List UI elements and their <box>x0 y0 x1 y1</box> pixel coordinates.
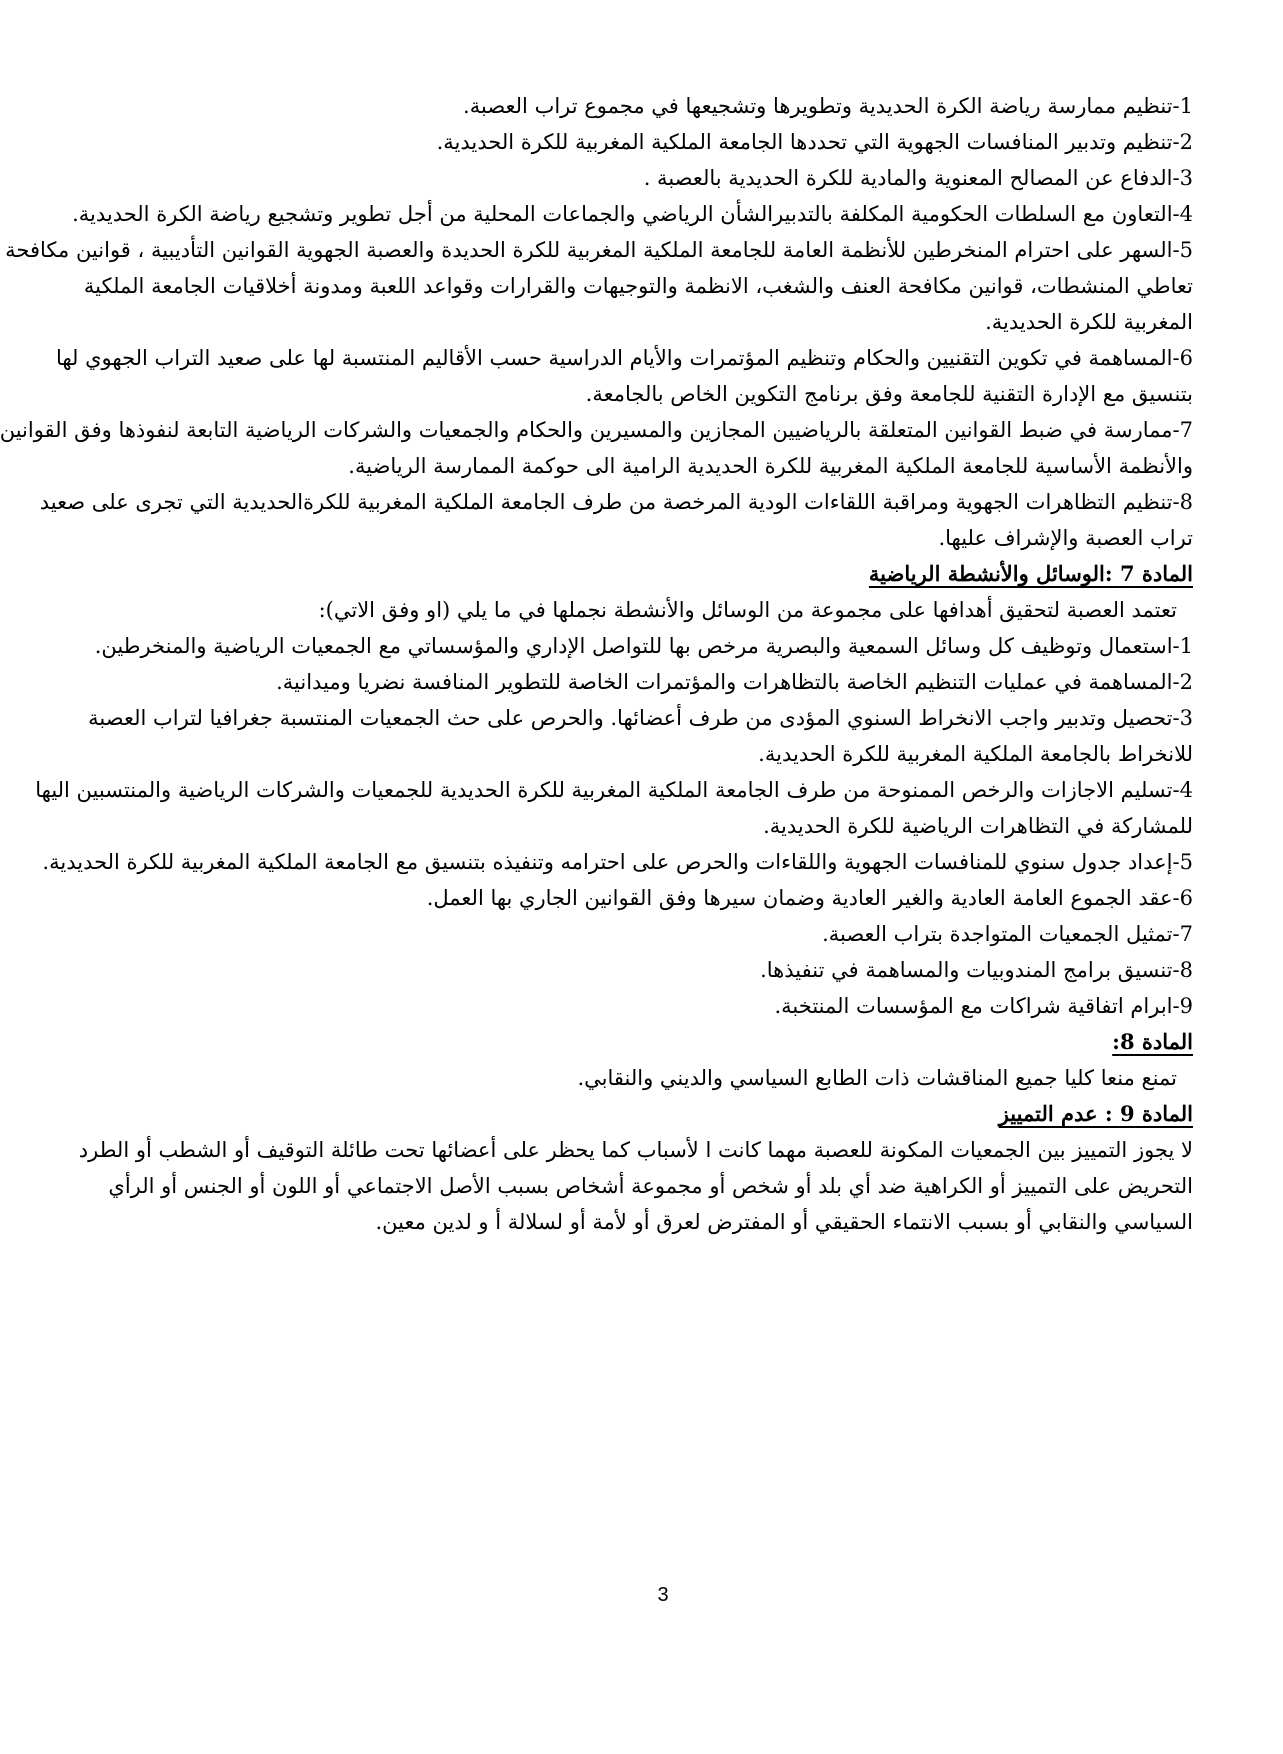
article7-item-5: 5-إعداد جدول سنوي للمنافسات الجهوية واللقاءات والحرص على احترامه وتنفيذه بتنسيق مع الجامعة الملكية المغربية للكرة الحديدية. <box>42 850 1193 874</box>
article7-heading <box>161 556 1193 592</box>
article6-item-7-line-2: والأنظمة الأساسية للجامعة الملكية المغربية للكرة الحديدية الرامية الى حوكمة الممارسة الرياضية. <box>348 454 1193 478</box>
article9-heading-text: المادة 9 : عدم التمييز <box>998 1101 1193 1126</box>
article6-item-5-line-2: تعاطي المنشطات، قوانين مكافحة العنف والشغب، الانظمة والتوجيهات والقرارات وقواعد اللعبة ومدونة أخلاقيات الجامعة الملكية <box>83 274 1193 298</box>
article7-list <box>35 628 1193 1024</box>
article7-heading-text: المادة 7 :الوسائل والأنشطة الرياضية <box>868 561 1193 586</box>
article7-intro: تعتمد العصبة لتحقيق أهدافها على مجموعة من الوسائل والأنشطة نجملها في ما يلي (او وفق الاتي): <box>318 598 1177 622</box>
article8-text: تمنع منعا كليا جميع المناقشات ذات الطابع السياسي والديني والنقابي. <box>577 1066 1177 1090</box>
article9-line-2: التحريض على التمييز أو الكراهية ضد أي بلد أو شخص أو مجموعة أشخاص بسبب الأصل الاجتماعي أو اللون أو الجنس أو الرأي <box>108 1174 1193 1198</box>
article6-item-2: 2-تنظيم وتدبير المنافسات الجهوية التي تحددها الجامعة الملكية المغربية للكرة الحديدية. <box>436 130 1193 154</box>
page-number: 3 <box>657 1584 669 1606</box>
article7-item-1: 1-استعمال وتوظيف كل وسائل السمعية والبصرية مرخص بها للتواصل الإداري والمؤسساتي مع الجمعيات الرياضية والمنخرطين. <box>94 634 1193 658</box>
article6-item-3: 3-الدفاع عن المصالح المعنوية والمادية للكرة الحديدية بالعصبة . <box>643 166 1193 190</box>
article7-item-7: 7-تمثيل الجمعيات المتواجدة بتراب العصبة. <box>822 922 1193 946</box>
article7-item-4-line-2: للمشاركة في التظاهرات الرياضية للكرة الحديدية. <box>763 814 1193 838</box>
article7-item-9: 9-ابرام اتفاقية شراكات مع المؤسسات المنتخبة. <box>774 994 1193 1018</box>
article7-item-2: 2-المساهمة في عمليات التنظيم الخاصة بالتظاهرات والمؤتمرات الخاصة للتطوير المنافسة نضريا وميدانية. <box>276 670 1193 694</box>
article6-item-1: 1-تنظيم ممارسة رياضة الكرة الحديدية وتطويرها وتشجيعها في مجموع تراب العصبة. <box>463 94 1193 118</box>
article7-item-6: 6-عقد الجموع العامة العادية والغير العادية وضمان سيرها وفق القوانين الجاري بها العمل. <box>426 886 1193 910</box>
article9-line-1: لا يجوز التمييز بين الجمعيات المكونة للعصبة مهما كانت ا لأسباب كما يحظر على أعضائها تحت طائلة التوقيف أو الشطب أو الطرد <box>78 1138 1193 1162</box>
article9-paragraph <box>78 1132 1193 1240</box>
article6-item-5-line-1: 5-السهر على احترام المنخرطين للأنظمة العامة للجامعة الملكية المغربية للكرة الحديدة والعصبة الجهوية القوانين التأديبية ، قوانين مكافحة <box>5 238 1193 262</box>
article6-item-5-line-3: المغربية للكرة الحديدية. <box>985 310 1193 334</box>
article8-heading <box>161 1024 1193 1060</box>
article6-item-8-line-1: 8-تنظيم التظاهرات الجهوية ومراقبة اللقاءات الودية المرخصة من طرف الجامعة الملكية المغربية للكرةالحديدية التي تجرى على صعيد <box>39 490 1193 514</box>
article6-item-7-line-1: 7-ممارسة في ضبط القوانين المتعلقة بالرياضيين المجازين والمسيرين والحكام والجمعيات والشركات الرياضية التابعة لنفوذها وفق القوانين <box>0 418 1193 442</box>
article6-item-6-line-2: بتنسيق مع الإدارة التقنية للجامعة وفق برنامج التكوين الخاص بالجامعة. <box>585 382 1193 406</box>
article6-item-4: 4-التعاون مع السلطات الحكومية المكلفة بالتدبيرالشأن الرياضي والجماعات المحلية من أجل تطوير وتشجيع رياضة الكرة الحديدية. <box>72 202 1193 226</box>
article7-item-3-line-2: للانخراط بالجامعة الملكية المغربية للكرة الحديدية. <box>758 742 1193 766</box>
article7-item-4-line-1: 4-تسليم الاجازات والرخص الممنوحة من طرف الجامعة الملكية المغربية للكرة الحديدية للجمعيات والشركات الرياضية والمنتسبين اليها <box>35 778 1193 802</box>
article6-list <box>0 88 1193 556</box>
article6-item-8-line-2: تراب العصبة والإشراف عليها. <box>938 526 1193 550</box>
article6-item-6-line-1: 6-المساهمة في تكوين التقنيين والحكام وتنظيم المؤتمرات والأيام الدراسية حسب الأقاليم المنتسبة لها على صعيد التراب الجهوي لها <box>55 346 1193 370</box>
article8-heading-text: المادة 8: <box>1112 1029 1193 1054</box>
article7-item-3-line-1: 3-تحصيل وتدبير واجب الانخراط السنوي المؤدى من طرف أعضائها. والحرص على حث الجمعيات المنتسبة جغرافيا لتراب العصبة <box>88 706 1193 730</box>
article7-item-8: 8-تنسيق برامج المندوبيات والمساهمة في تنفيذها. <box>760 958 1193 982</box>
document-body <box>0 88 1193 1240</box>
article9-line-3: السياسي والنقابي أو بسبب الانتماء الحقيقي أو المفترض لعرق أو لأمة أو لسلالة أ و لدين معين. <box>375 1210 1193 1234</box>
article9-heading <box>161 1096 1193 1132</box>
